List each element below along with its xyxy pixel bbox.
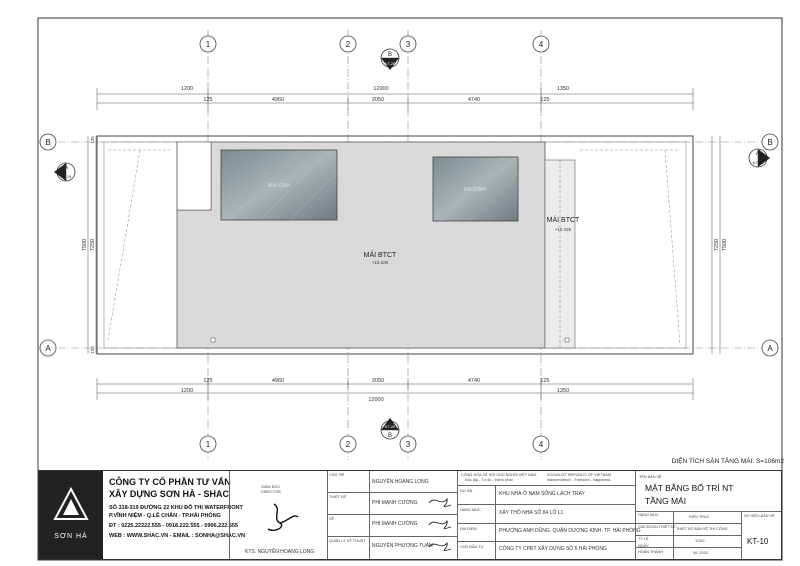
sheet-title-line2: TẦNG MÁI [645,496,687,506]
roof-slab-right [545,160,575,348]
dim-left-125b: 125 [90,346,95,354]
dim-left-7500: 7500 [82,238,88,252]
sheet-number-label: SỐ HIỆU BẢN VẼ [744,514,775,518]
role4-label: QUẢN LÝ KỸ THUẬT [329,539,366,543]
director-signature [254,499,304,539]
company-address2: P.VĨNH NIỆM - Q.LÊ CHÂN - TP.HẢI PHÒNG [109,513,221,519]
role3-label: VẼ [329,517,335,521]
project-label: DỰ ÁN [460,489,473,493]
area-note: DIỆN TÍCH SÀN TẦNG MÁI: S=106m2 [671,458,784,465]
section-marker-right [749,149,770,167]
axis-label-1-top: 1 [205,40,211,49]
investor-label: CHỦ ĐẦU TƯ [460,545,484,549]
dim-top-4740: 4740 [467,97,481,103]
meta-label-scale: TỶ LỆ [638,537,649,541]
axis-label-3-top: 3 [405,40,411,49]
dim-top-4960: 4960 [271,97,285,103]
dim-left-125a: 125 [90,136,95,144]
investor-value: CÔNG TY CPĐT XÂY DỰNG SỐ 5 HẢI PHÒNG [499,546,607,552]
svg-text:B: B [387,433,393,439]
title-block [38,470,782,560]
dim-bottom-125a: 125 [203,378,213,384]
role2-label: THIẾT KẾ [329,495,347,499]
dim-bottom-1200: 1200 [180,388,194,394]
nation-vn: CỘNG HÒA XÃ HỘI CHỦ NGHĨA VIỆT NAM [461,473,537,477]
director-role: GIÁM ĐỐC [261,485,281,489]
meta-label-date: NGÀY [638,544,649,548]
signatures [427,493,455,557]
skylight-1-label: MÁI KÍNH [267,183,291,189]
role3-name: PHÍ MẠNH CƯỜNG [372,521,418,527]
nation-en: SOCIALIST REPUBLIC OF VIETNAM [547,473,612,477]
axis-label-1-bottom: 1 [205,440,211,449]
meta-value-phase: THIẾT KẾ BẢN VẼ THI CÔNG [676,527,728,531]
axis-label-2-top: 2 [345,40,351,49]
roof-main-label: MÁI BTCT [363,252,397,259]
company-logo [39,471,103,559]
roof-right-level: +10.335 [554,227,572,232]
svg-text:KT-19: KT-19 [60,174,72,179]
dim-bottom-2050: 2050 [371,378,385,384]
section-marker-bottom [381,418,399,439]
role1-name: NGUYỄN HOÀNG LONG [372,479,429,485]
axis-label-4-top: 4 [538,40,544,49]
location-label: ĐỊA ĐIỂM [460,527,477,531]
director-name: KTS. NGUYỄN HOÀNG LONG [245,549,315,555]
meta-label-category: HẠNG MỤC [638,513,659,517]
void-left [177,142,211,210]
meta-label-phase: GIAI ĐOẠN THIẾT KẾ [638,525,676,529]
skylight-2-label: MÁI KÍNH [463,187,487,193]
roof-right-label: MÁI BTCT [546,217,580,224]
company-phones: ĐT : 0225.22222.555 - 0918.222.555 - 0906.222.555 [109,523,239,529]
motto-vn: Độc lập - Tự do - Hạnh phúc [465,478,514,482]
dim-top-12000: 12000 [373,86,389,92]
dim-bottom-4960: 4960 [271,378,285,384]
logo-icon [53,487,89,523]
role4-name: NGUYỄN PHƯƠNG TUẤN [372,543,433,549]
sheet-title-label: TÊN BẢN VẼ [639,475,662,479]
logo-text: SƠN HÀ [54,533,88,540]
axis-label-3-bottom: 3 [405,440,411,449]
company-web: WEB : WWW.SHAC.VN - EMAIL : SONHA@SHAC.VN [109,533,246,539]
director-role-en: DIRECTOR [261,490,281,494]
axis-label-2-bottom: 2 [345,440,351,449]
company-address1: SỐ 318-319 ĐƯỜNG 22 KHU ĐÔ THỊ WATERFRONT [109,505,243,511]
meta-value-category: KIẾN TRÚC [689,515,710,519]
meta-label-complete: HOÀN THÀNH [638,550,664,554]
dim-top-1350: 1350 [556,86,570,92]
item-label: HẠNG MỤC [460,508,481,512]
dim-right-7250: 7250 [714,238,720,252]
svg-text:KT-20: KT-20 [384,61,396,66]
item-value: XÂY THÔ NHÀ SỐ 84 LÔ L1 [499,510,564,516]
axis-label-4-bottom: 4 [538,440,544,449]
company-name-line2: XÂY DỰNG SƠN HÀ - SHAC [109,489,229,499]
dim-top-2050: 2050 [371,97,385,103]
roof-main-level: +10.100 [371,260,389,265]
motto-en: Independence - Freedom - happiness [547,478,611,482]
svg-text:A: A [63,165,69,171]
location-value: PHƯỜNG ANH DŨNG, QUẬN DƯƠNG KINH, TP. HẢI PHÒNG [499,528,641,534]
dim-top-125b: 125 [540,97,550,103]
role2-name: PHÍ MẠNH CƯỜNG [372,500,418,506]
sheet-number: KT-10 [747,537,769,546]
svg-text:A: A [755,151,761,157]
dim-top-1200: 1200 [180,86,194,92]
company-name-line1: CÔNG TY CỔ PHẦN TƯ VẤN [109,477,231,487]
dim-left-7250: 7250 [90,238,96,252]
dim-top-125a: 125 [203,97,213,103]
sheet-title-line1: MẶT BẰNG BỐ TRÍ NT [645,483,734,493]
dim-bottom-125b: 125 [540,378,550,384]
dim-bottom-12000: 12000 [368,397,384,403]
role1-label: CHỦ TRÌ [329,473,345,477]
svg-text:KT-20: KT-20 [384,424,396,429]
section-marker-top [381,49,399,70]
section-marker-left [54,163,75,181]
meta-value-scale: 1/100 [695,539,705,543]
dim-right-7500: 7500 [722,238,728,252]
axis-label-A-right: A [767,344,773,353]
dim-bottom-1350: 1350 [556,388,570,394]
svg-text:KT-19: KT-19 [752,160,764,165]
meta-value-complete: 06 -2020 [693,551,708,555]
axis-label-B-right: B [767,138,773,147]
dim-bottom-4740: 4740 [467,378,481,384]
project-value: KHU NHÀ Ở NAM SÔNG LẠCH TRAY [499,491,585,497]
svg-text:B: B [387,52,393,58]
axis-label-A-left: A [45,344,51,353]
axis-label-B-left: B [45,138,51,147]
